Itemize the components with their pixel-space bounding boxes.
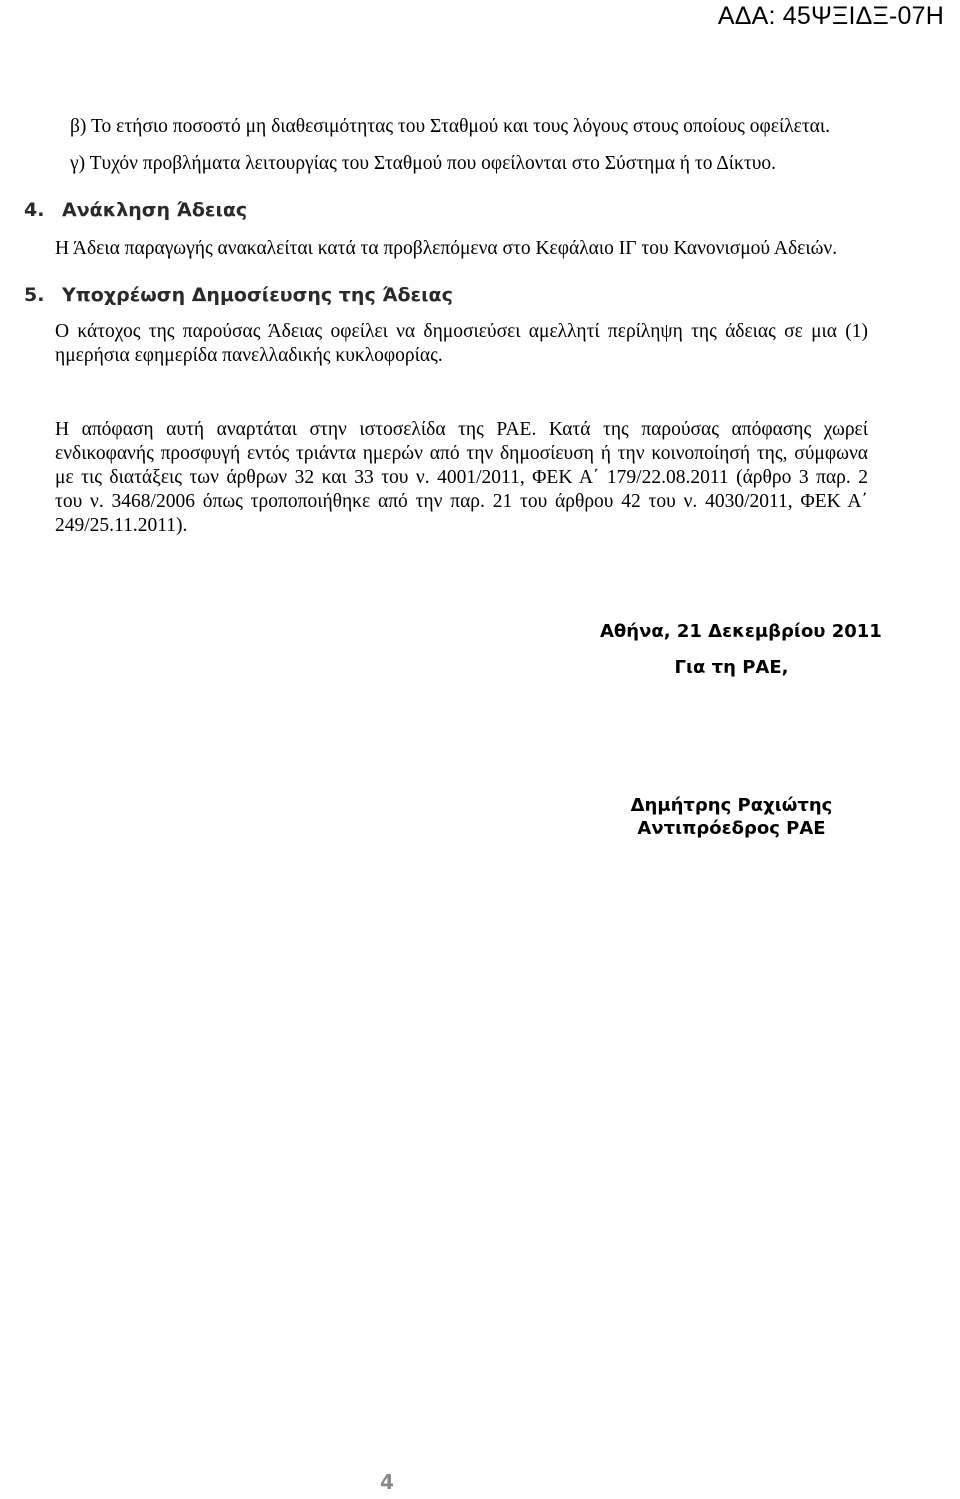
section-5-number: 5. [24,284,45,306]
ada-code-header: ΑΔΑ: 45ΨΞΙΔΞ-07Η [717,2,944,30]
decision-line: ενδικοφανής προσφυγή εντός τριάντα ημερών από την δημοσίευση ή την κοινοποίησή της, σύμφωνα [55,443,868,464]
decision-paragraph [55,418,868,538]
section-5-title: Υποχρέωση Δημοσίευσης της Άδειας [62,284,453,306]
section-5-line: Ο κάτοχος της παρούσας Άδειας οφείλει να δημοσιεύσει αμελλητί περίληψη της άδειας σε μια (1) [55,321,868,342]
decision-line: Η απόφαση αυτή αναρτάται στην ιστοσελίδα της ΡΑΕ. Κατά της παρούσας απόφασης χωρεί [55,419,868,440]
section-5-paragraph [55,320,868,368]
section-5-line: ημερήσια εφημερίδα πανελλαδικής κυκλοφορίας. [55,345,443,366]
signatory-name: Δημήτρης Ραχιώτης [630,795,833,816]
signature-on-behalf: Για τη ΡΑΕ, [674,657,789,678]
page-number: 4 [380,1470,394,1494]
signatory-role: Αντιπρόεδρος ΡΑΕ [637,818,826,839]
decision-line: με τις διατάξεις των άρθρων 32 και 33 του ν. 4001/2011, ΦΕΚ Α΄ 179/22.08.2011 (άρθρο 3 παρ. 2 [55,467,868,488]
list-item-b: β) Το ετήσιο ποσοστό μη διαθεσιμότητας του Σταθμού και τους λόγους στους οποίους οφείλεται. [70,116,831,137]
signature-place-date: Αθήνα, 21 Δεκεμβρίου 2011 [600,621,882,642]
section-4-title: Ανάκληση Άδειας [62,199,248,221]
decision-line: του ν. 3468/2006 όπως τροποποιήθηκε από την παρ. 21 του άρθρου 42 του ν. 4030/2011, ΦΕΚ Α΄ [55,491,868,512]
section-4-number: 4. [24,199,45,221]
section-4-text: Η Άδεια παραγωγής ανακαλείται κατά τα προβλεπόμενα στο Κεφάλαιο ΙΓ του Κανονισμού Αδειών. [55,238,838,259]
list-item-c: γ) Τυχόν προβλήματα λειτουργίας του Σταθμού που οφείλονται στο Σύστημα ή το Δίκτυο. [70,153,776,174]
decision-line: 249/25.11.2011). [55,515,188,536]
